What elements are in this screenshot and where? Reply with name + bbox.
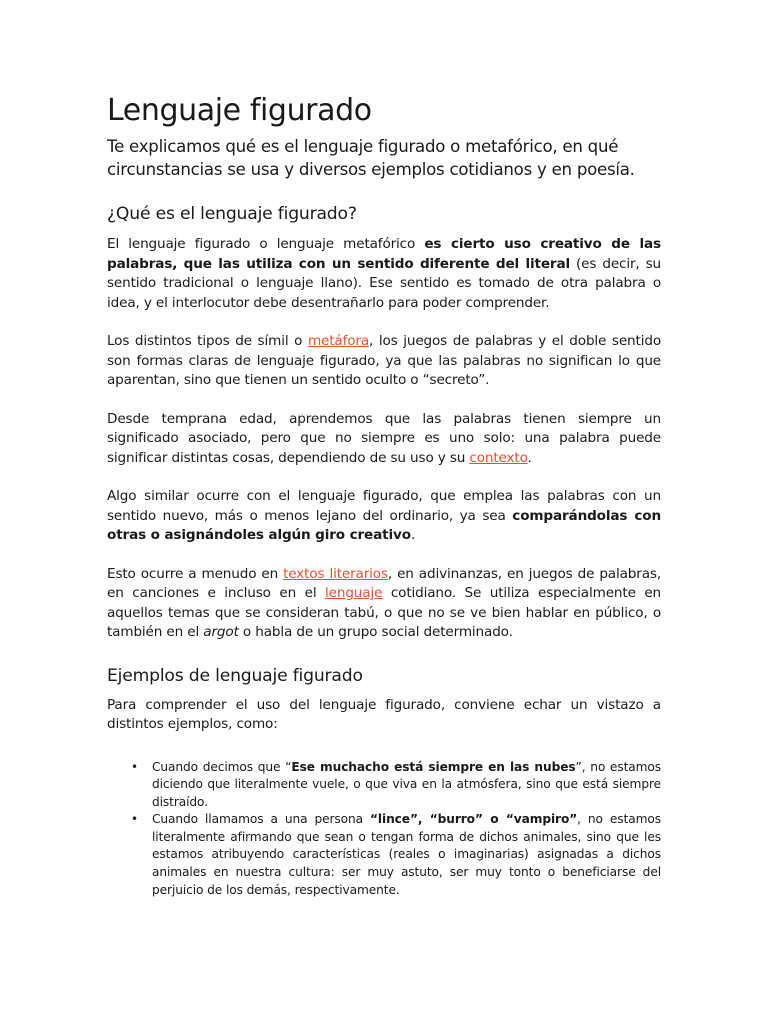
paragraph-text: El lenguaje figurado o lenguaje metafórico <box>107 236 425 252</box>
paragraph-text: . <box>410 527 416 543</box>
section-heading-ejemplos: Ejemplos de lenguaje figurado <box>107 665 363 686</box>
paragraph-text: Desde temprana edad, aprendemos que las palabras tienen siempre un significado asociado, pero que no siempre es uno solo: una palabra puede significar distintas cosas, dependiendo de su uso y su <box>107 410 661 466</box>
paragraph-text: , los juegos de palabras y el doble sentido son formas claras de lenguaje figurado, ya que las palabras no significan lo que aparentan, sino que tienen un sentido oculto o “secreto”. <box>107 333 661 388</box>
paragraph-esto-ocurre <box>107 565 661 643</box>
paragraph-algo-similar <box>107 487 661 546</box>
list-item-text: , no estamos literalmente afirmando que sean o tengan forma de dichos animales, sino que les estamos atribuyendo características (reales o imaginarias) asignadas a dichos animales en nuestra cultura: ser muy astuto, ser muy tonto o beneficiarse del perjuicio de los demás, respectivamente. <box>152 812 661 897</box>
page-subtitle: Te explicamos qué es el lenguaje figurado o metafórico, en qué circunstancias se usa y diversos ejemplos cotidianos y en poesía. <box>107 137 635 179</box>
paragraph-text: Los distintos tipos de símil o <box>107 333 308 349</box>
bullet-icon: • <box>131 759 138 774</box>
bold-text: comparándolas con otras o asignándoles algún giro creativo <box>107 507 661 543</box>
paragraph-text: cotidiano. Se utiliza especialmente en aquellos temas que se consideran tabú, o que no se ve bien hablar en público, o también en el <box>107 585 662 640</box>
link-metafora[interactable]: metáfora <box>307 333 370 349</box>
bullet-icon: • <box>131 812 138 827</box>
list-item <box>131 759 662 812</box>
section-heading-que-es: ¿Qué es el lenguaje figurado? <box>107 204 357 224</box>
paragraph-text: Algo similar ocurre con el lenguaje figurado, que emplea las palabras con un sentido nuevo, más o menos lejano del ordinario, ya sea <box>107 488 661 524</box>
paragraph-text: . <box>527 449 532 466</box>
link-lenguaje[interactable]: lenguaje <box>325 585 383 601</box>
examples-list <box>107 759 661 900</box>
list-item-text: Cuando decimos que “ <box>152 759 292 774</box>
list-item-text: Cuando llamamos a una persona <box>152 812 371 827</box>
bold-text: es cierto uso creativo de las palabras, que las utiliza con un sentido diferente del literal <box>107 236 661 272</box>
list-item <box>131 811 661 899</box>
paragraph-text: Esto ocurre a menudo en <box>107 565 284 582</box>
paragraph-temprana-edad <box>107 410 661 469</box>
bold-text: Ese muchacho está siempre en las nubes <box>291 759 576 774</box>
paragraph-text: o habla de un grupo social determinado. <box>238 624 513 640</box>
link-contexto[interactable]: contexto <box>469 449 528 466</box>
paragraph-simil <box>107 332 661 391</box>
paragraph-para-comprender: Para comprender el uso del lenguaje figurado, conviene echar un vistazo a distintos ejemplos, como: <box>107 696 661 732</box>
page-title: Lenguaje figurado <box>107 93 372 128</box>
paragraph-text: (es decir, su sentido tradicional o lenguaje llano). Ese sentido es tomado de otra palabra o idea, y el interlocutor debe desentrañarlo para poder comprender. <box>107 255 662 311</box>
italic-text: argot <box>203 624 239 640</box>
link-textos-literarios[interactable]: textos literarios <box>283 565 388 582</box>
bold-text: “lince”, “burro” o “vampiro” <box>370 812 578 827</box>
paragraph-text: , en adivinanzas, en juegos de palabras, en canciones e incluso en el <box>107 565 661 601</box>
list-item-text: ”, no estamos diciendo que literalmente vuele, o que viva en la atmósfera, sino que está siempre distraído. <box>152 759 662 809</box>
paragraph-definition <box>107 235 661 313</box>
